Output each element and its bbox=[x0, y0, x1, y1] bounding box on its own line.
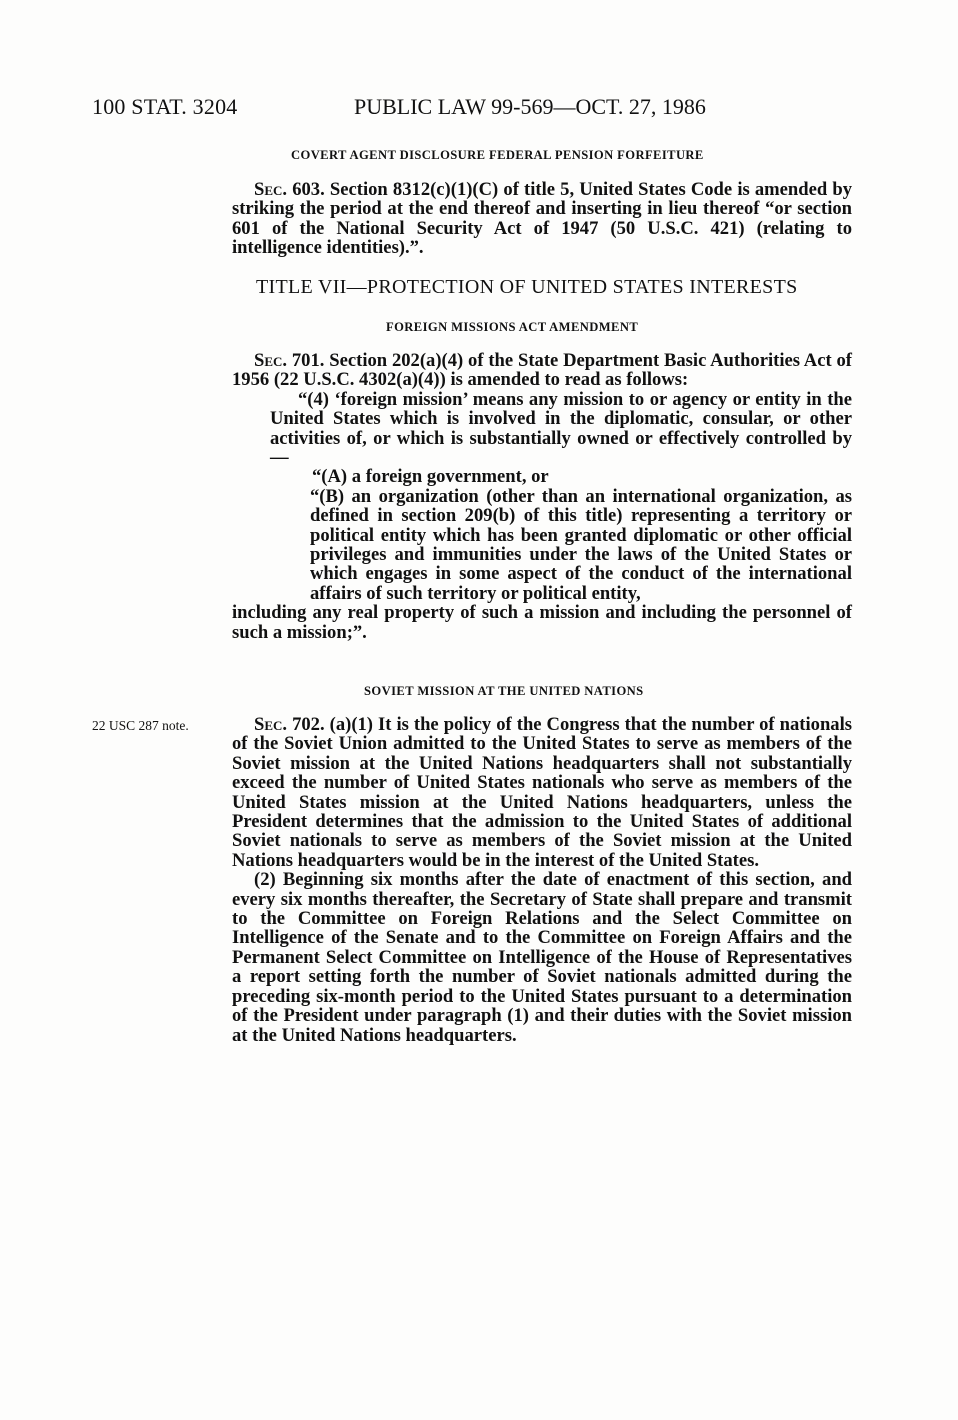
section-702-text-1: (a)(1) It is the policy of the Congress that the number of nationals of the Soviet Union admitted to the United States to serve as members of the Soviet mission at the United Nations headquarters shall not substantially exceed the number of United States nationals who serve as members of the United States mission at the United Nations headquarters, unless the President determines that the admission to the United States of additional Soviet nationals to serve as members of the Soviet mission at the United Nations headquarters would be in the interest of the United States. bbox=[232, 714, 852, 871]
section-701-heading: FOREIGN MISSIONS ACT AMENDMENT bbox=[386, 320, 639, 334]
statute-page-number: 100 STAT. 3204 bbox=[92, 94, 238, 119]
section-603-text: Section 8312(c)(1)(C) of title 5, United States Code is amended by striking the period at the end thereof and inserting in lieu thereof “or section 601 of the National Security Act of 1947 (50 U.S.C. 421) (relating to intelligence identities).”. bbox=[232, 179, 852, 259]
section-701-paragraph bbox=[232, 351, 852, 390]
section-603-heading: COVERT AGENT DISCLOSURE FEDERAL PENSION FORFEITURE bbox=[291, 148, 704, 162]
foreign-mission-definition: “(4) ‘foreign mission’ means any mission to or agency or entity in the United States which is involved in the diplomatic, consular, or other activities of, or which is substantially owned or effectively controlled by— bbox=[270, 388, 852, 469]
section-701-body bbox=[232, 351, 852, 642]
section-702-heading: SOVIET MISSION AT THE UNITED NATIONS bbox=[364, 684, 644, 698]
definition-item-b: “(B) an organization (other than an international organization, as defined in section 209(b) of this title) representing a territory or political entity which has been granted diplomatic or other official privileges and immunities under the laws of the United States or which engages in some aspect of the conduct of the international affairs of such territory or political entity, bbox=[310, 485, 852, 604]
definition-item-a: “(A) a foreign government, or bbox=[312, 466, 549, 488]
public-law-header: PUBLIC LAW 99-569—OCT. 27, 1986 bbox=[354, 94, 706, 119]
section-702-body bbox=[232, 715, 852, 1045]
section-702-paragraph-2: (2) Beginning six months after the date of enactment of this section, and every six months thereafter, the Secretary of State shall prepare and transmit to the Committee on Foreign Relations and the Select Committee on Intelligence of the Senate and to the Committee on Foreign Affairs and the Permanent Select Committee on Intelligence of the House of Representatives a report setting forth the number of Soviet nationals admitted during the preceding six-month period to the United States pursuant to a determination of the President under paragraph (1) and their duties with the Soviet mission at the United Nations headquarters. bbox=[232, 869, 852, 1046]
title-vii-heading: TITLE VII—PROTECTION OF UNITED STATES INTERESTS bbox=[256, 276, 798, 298]
margin-note: 22 USC 287 note. bbox=[92, 718, 189, 733]
section-603-body bbox=[232, 180, 852, 258]
section-603-paragraph bbox=[232, 180, 852, 258]
definition-closing: including any real property of such a mission and including the personnel of such a mission;”. bbox=[232, 602, 852, 643]
section-701-text: Section 202(a)(4) of the State Department Basic Authorities Act of 1956 (22 U.S.C. 4302(a)(4)) is amended to read as follows: bbox=[232, 350, 852, 391]
section-702-paragraph-1 bbox=[232, 715, 852, 870]
section-603-label: Sec. 603. bbox=[254, 179, 325, 200]
section-702-label: Sec. 702. bbox=[254, 714, 325, 735]
section-701-label: Sec. 701. bbox=[254, 350, 325, 371]
